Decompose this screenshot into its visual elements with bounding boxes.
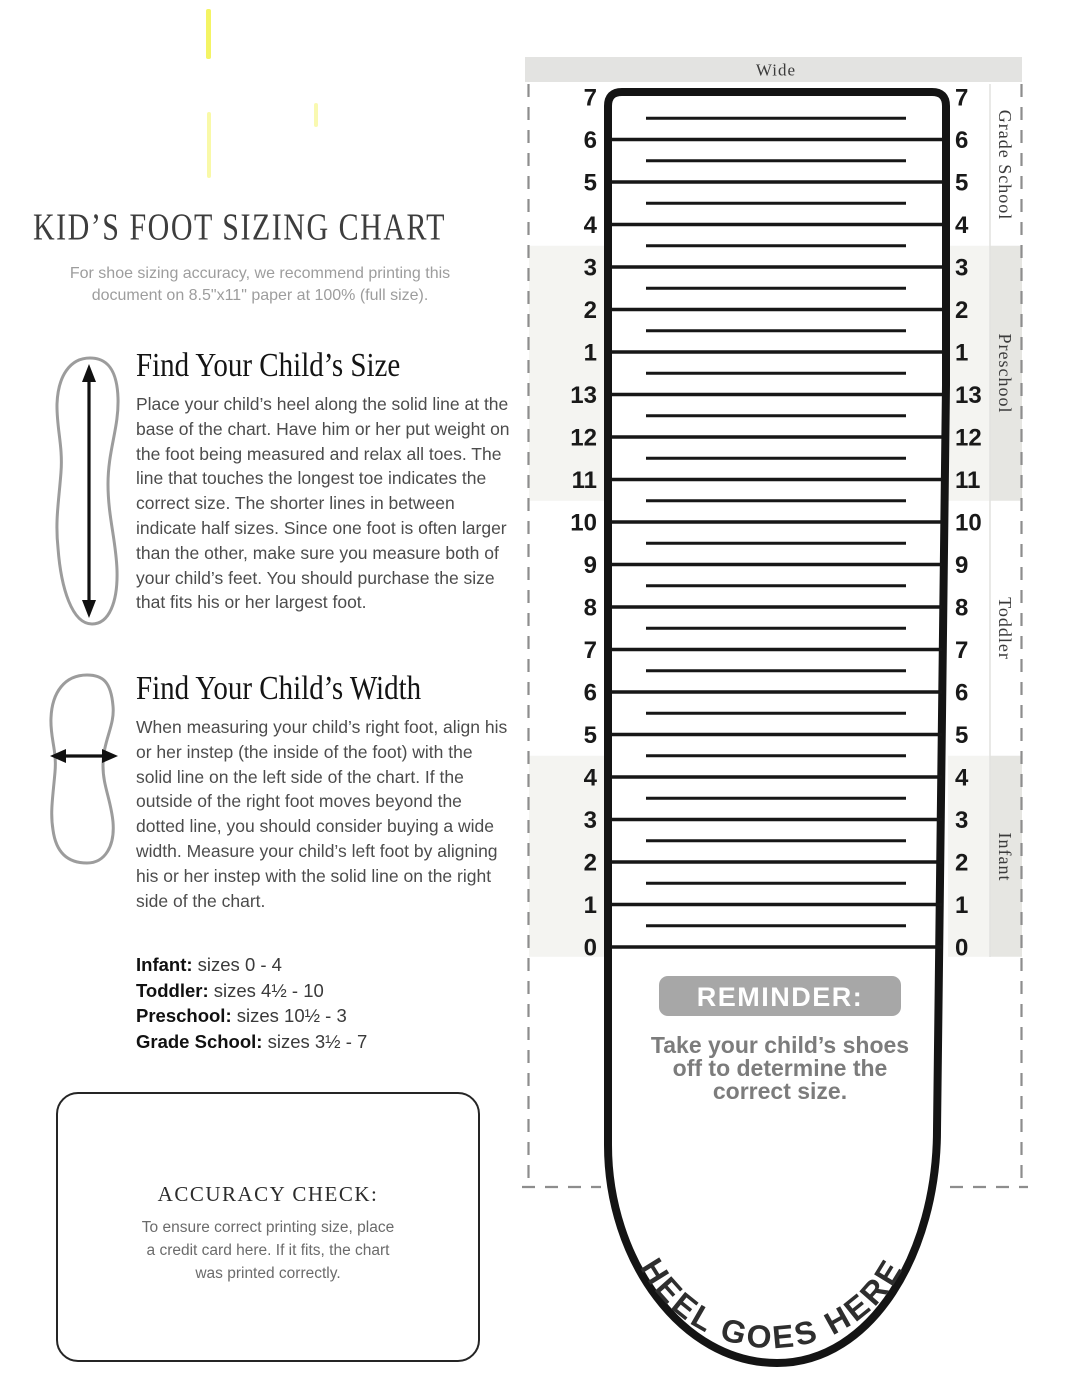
- size-range-value: sizes 3½ - 7: [267, 1030, 368, 1052]
- size-label-right: 6: [955, 127, 969, 154]
- size-label-right: 6: [955, 679, 969, 707]
- size-label-right: 2: [955, 297, 969, 324]
- find-width-heading: Find Your Child’s Width: [136, 670, 422, 707]
- wide-label: Wide: [755, 60, 797, 80]
- size-label-left: 4: [583, 212, 597, 239]
- size-label-right: 5: [955, 169, 969, 197]
- size-label-left: 6: [583, 679, 597, 707]
- accuracy-check-box: [56, 1092, 480, 1362]
- accuracy-check-line1: To ensure correct printing size, place: [141, 1219, 395, 1236]
- foot-sole-outline: [51, 675, 113, 863]
- sizing-chart: [520, 40, 1080, 1398]
- size-range-label: Preschool:: [136, 1005, 232, 1026]
- size-label-left: 5: [583, 169, 597, 197]
- arrow-head-up: [82, 364, 96, 382]
- category-label: Toddler: [995, 597, 1015, 660]
- print-recommendation: [40, 263, 480, 307]
- size-label-left: 1: [583, 892, 597, 919]
- arrow-head-down: [82, 600, 96, 618]
- heel-goes-here-textpath: HEEL GOES HERE: [633, 1251, 911, 1356]
- reminder-line2: off to determine the: [672, 1055, 888, 1081]
- size-label-right: 7: [955, 84, 969, 112]
- print-recommendation-line2: document on 8.5"x11" paper at 100% (full size).: [91, 287, 429, 304]
- page-title: KID’S FOOT SIZING CHART: [33, 206, 446, 249]
- print-recommendation-line1: For shoe sizing accuracy, we recommend printing this: [69, 265, 451, 282]
- accuracy-check-heading: ACCURACY CHECK:: [157, 1182, 379, 1206]
- size-label-right: 3: [955, 254, 969, 282]
- size-label-left: 12: [570, 424, 597, 452]
- size-label-left: 13: [570, 382, 597, 409]
- preschool-band-right: [948, 246, 990, 501]
- size-label-right: 2: [955, 849, 969, 877]
- arrow-head-right: [102, 749, 118, 763]
- size-label-left: 6: [583, 127, 597, 154]
- size-label-right: 12: [955, 424, 982, 452]
- size-label-right: 7: [955, 637, 969, 664]
- size-label-left: 7: [583, 637, 597, 664]
- foot-width-icon: [44, 670, 128, 868]
- reminder-line1: Take your child’s shoes: [650, 1032, 910, 1058]
- size-label-left: 0: [583, 934, 597, 962]
- size-range-label: Grade School:: [136, 1030, 263, 1052]
- foot-length-icon: [50, 352, 128, 630]
- size-range-toddler: [136, 978, 367, 1004]
- size-label-left: 4: [583, 764, 597, 792]
- accuracy-check-text: [58, 1216, 478, 1285]
- arrow-head-left: [50, 749, 66, 763]
- size-label-left: 7: [583, 84, 597, 112]
- scan-artifact-mark: [314, 103, 318, 127]
- reminder-badge-text: REMINDER:: [696, 982, 864, 1012]
- size-label-right: 4: [955, 764, 969, 792]
- size-label-right: 5: [955, 722, 969, 749]
- size-range-label: Toddler:: [136, 979, 209, 1001]
- scan-artifact-mark: [206, 9, 211, 59]
- size-range-label: Infant:: [136, 954, 193, 975]
- size-label-left: 8: [583, 594, 597, 622]
- size-label-left: 9: [583, 552, 597, 579]
- size-label-left: 11: [571, 467, 597, 494]
- size-label-right: 9: [955, 552, 969, 579]
- accuracy-check-line3: was printed correctly.: [195, 1265, 341, 1282]
- size-label-left: 3: [583, 807, 597, 834]
- size-label-right: 1: [955, 339, 969, 367]
- size-range-preschool: [136, 1003, 367, 1029]
- size-label-right: 10: [955, 509, 982, 537]
- category-label: Infant: [995, 832, 1015, 882]
- find-size-instructions: Place your child’s heel along the solid line at the base of the chart. Have him or her put weight on the foot being measured and relax all toes. The line that touches the longest toe indicates the correct size. The shorter lines in between indicate half sizes. Since one foot is often larger than the other, make sure you measure both of your child’s feet. You should purchase the size that fits his or her largest foot.: [136, 394, 510, 613]
- accuracy-check-line2: a credit card here. If it fits, the chart: [146, 1242, 390, 1259]
- size-label-right: 0: [955, 934, 969, 962]
- category-label: Preschool: [995, 333, 1015, 414]
- category-label: Grade School: [995, 109, 1015, 221]
- size-ranges-list: [136, 952, 367, 1054]
- preschool-band-left: [529, 246, 604, 501]
- size-label-right: 13: [955, 382, 982, 409]
- size-label-right: 3: [955, 807, 969, 834]
- size-range-grade-school: [136, 1029, 367, 1055]
- size-label-left: 10: [570, 509, 597, 537]
- size-label-left: 1: [583, 339, 597, 367]
- reminder-line3: correct size.: [712, 1078, 848, 1104]
- size-label-left: 3: [583, 254, 597, 282]
- size-range-infant: [136, 952, 367, 978]
- size-label-left: 2: [583, 297, 597, 324]
- size-label-left: 2: [583, 849, 597, 877]
- find-width-instructions: When measuring your child’s right foot, align his or her instep (the inside of the foot) with the solid line on the left side of the chart. If the outside of the right foot moves beyond the dotted line, you should consider buying a wide width. Measure your child’s left foot by aligning his or her instep with the solid line on the right side of the chart.: [136, 717, 508, 911]
- size-label-right: 11: [955, 467, 981, 494]
- chart-outline: [608, 92, 946, 1363]
- size-label-right: 4: [955, 212, 969, 239]
- size-range-value: sizes 4½ - 10: [213, 979, 324, 1001]
- scan-artifact-mark: [207, 112, 211, 178]
- size-label-right: 1: [955, 892, 969, 919]
- find-size-heading: Find Your Child’s Size: [136, 347, 401, 384]
- size-label-left: 5: [583, 722, 597, 749]
- size-range-value: sizes 0 - 4: [197, 954, 282, 975]
- size-label-right: 8: [955, 594, 969, 622]
- size-range-value: sizes 10½ - 3: [236, 1005, 347, 1026]
